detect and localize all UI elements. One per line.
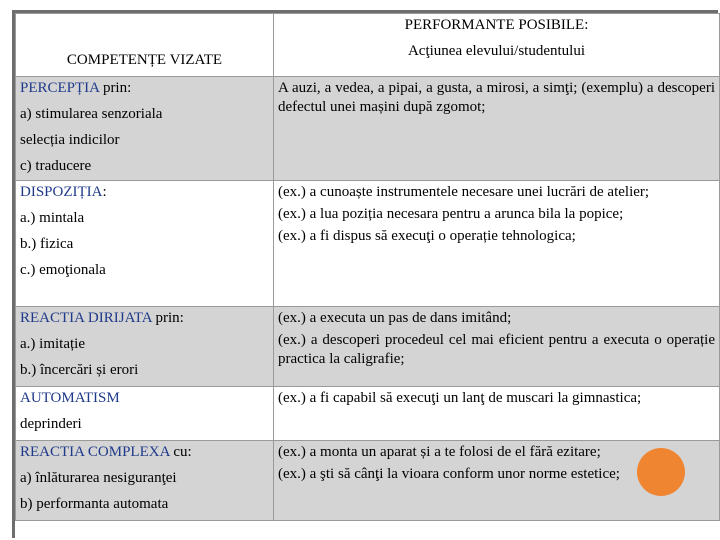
header-performances [274, 14, 720, 77]
competence-title [20, 443, 269, 462]
competence-item: c.) emoţionala [20, 262, 106, 278]
table-row [16, 181, 720, 307]
table-header [16, 14, 720, 77]
competence-term-suffix: : [102, 184, 107, 200]
competence-table [15, 13, 720, 521]
competence-cell [16, 387, 274, 441]
competence-item: selecția indicilor [20, 132, 120, 148]
table-row [16, 307, 720, 387]
performance-example: (ex.) a descoperi procedeul cel mai eficient pentru a executa o operație practica la caligrafie; [278, 332, 715, 367]
performance-cell [274, 77, 720, 181]
competence-term-suffix: prin: [99, 80, 132, 96]
performance-example: (ex.) a cunoaște instrumentele necesare unei lucrări de atelier; [278, 184, 650, 200]
competence-item: a) stimularea senzoriala [20, 106, 163, 122]
header-performances-title: PERFORMANTE POSIBILE: [404, 17, 589, 33]
competence-term: DISPOZIȚIA [20, 184, 103, 200]
table-row [16, 387, 720, 441]
competence-title [20, 389, 269, 408]
orange-circle-decoration [637, 448, 685, 496]
performance-example: (ex.) a fi capabil să execuţi un lanţ de muscari la gimnastica; [278, 390, 642, 406]
table-row [16, 77, 720, 181]
competence-cell [16, 181, 274, 307]
competence-term: AUTOMATISM [20, 390, 120, 406]
competence-title [20, 309, 269, 328]
competence-term: REACTIA DIRIJATA [20, 310, 152, 326]
table-row [16, 441, 720, 521]
performance-example: A auzi, a vedea, a pipai, a gusta, a mirosi, a simţi; (exemplu) a descoperi defectul unei mașini după zgomot; [278, 80, 715, 115]
competence-item: a) înlăturarea nesiguranţei [20, 470, 177, 486]
competence-term-suffix: cu: [169, 444, 192, 460]
competence-cell [16, 77, 274, 181]
performance-example: (ex.) a şti să cânţi la vioara conform unor norme estetice; [278, 466, 620, 482]
performance-cell [274, 181, 720, 307]
header-performances-subtitle: Acţiunea elevului/studentului [407, 43, 586, 59]
header-competences: COMPETENȚE VIZATE [16, 14, 274, 77]
competence-item: b) performanta automata [20, 496, 169, 512]
performance-example: (ex.) a fi dispus să execuţi o operație tehnologica; [278, 228, 576, 244]
competence-title [20, 79, 269, 98]
competence-term-suffix: prin: [151, 310, 184, 326]
competence-item: b.) fizica [20, 236, 74, 252]
competence-item: b.) încercări și erori [20, 362, 139, 378]
competence-cell [16, 441, 274, 521]
performance-example: (ex.) a monta un aparat și a te folosi de el fără ezitare; [278, 444, 601, 460]
performance-example: (ex.) a executa un pas de dans imitând; [278, 310, 512, 326]
competence-item: a.) imitație [20, 336, 85, 352]
competence-item: c) traducere [20, 158, 92, 174]
competence-term: PERCEPȚIA [20, 80, 100, 96]
competence-item: deprinderi [20, 416, 82, 432]
competence-item: a.) mintala [20, 210, 85, 226]
competence-term: REACTIA COMPLEXA [20, 444, 170, 460]
performance-example: (ex.) a lua poziția necesara pentru a arunca bila la popice; [278, 206, 624, 222]
competence-cell [16, 307, 274, 387]
performance-cell [274, 387, 720, 441]
competence-title [20, 183, 269, 202]
performance-cell [274, 307, 720, 387]
